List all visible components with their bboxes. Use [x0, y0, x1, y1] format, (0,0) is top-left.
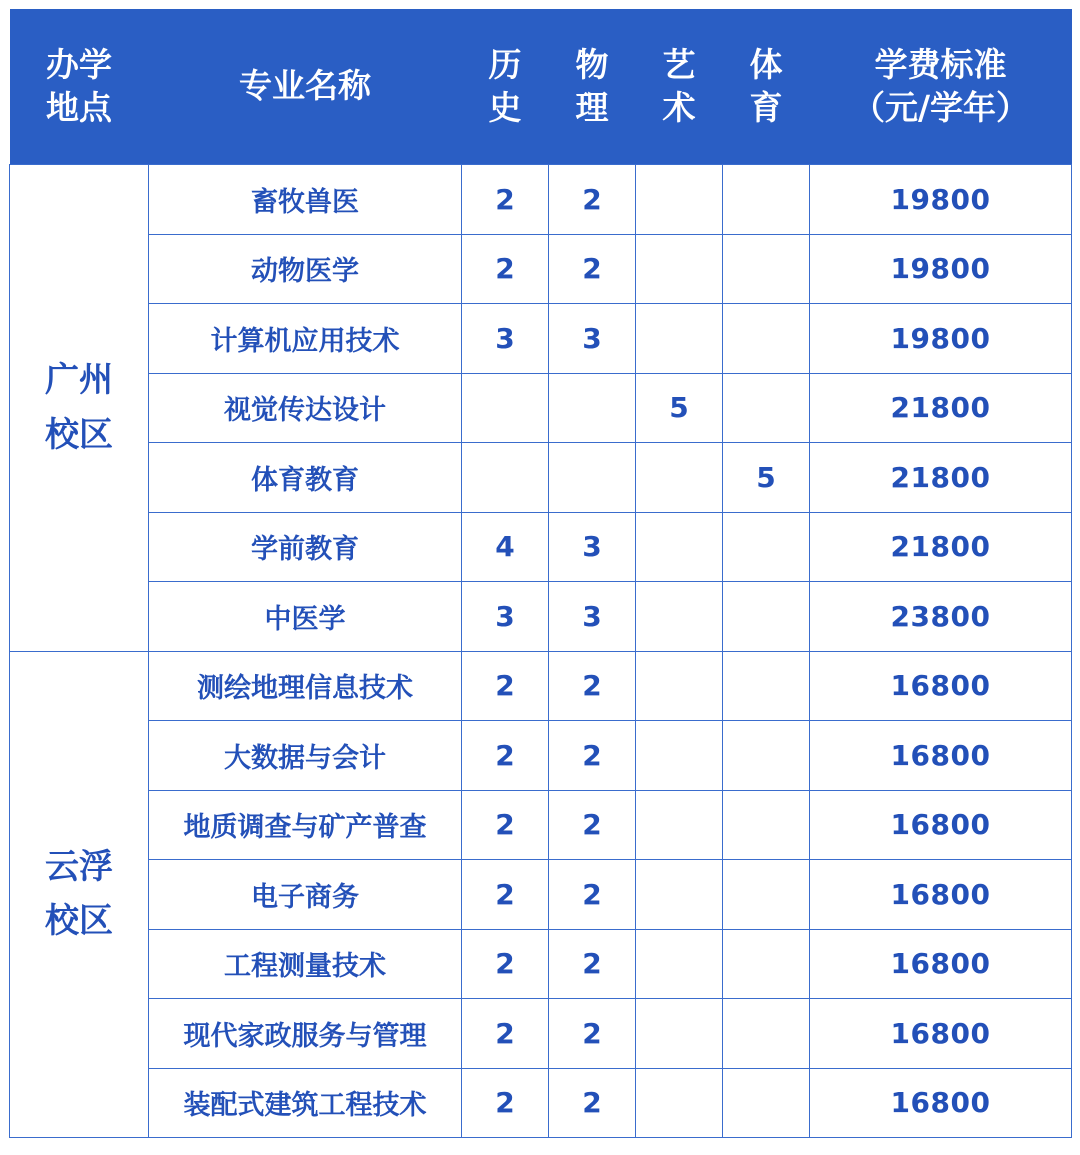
header-row: [10, 9, 1072, 165]
sports-cell: [723, 373, 810, 443]
major-cell: 学前教育: [149, 512, 462, 582]
sports-cell: [723, 721, 810, 791]
major-cell: 现代家政服务与管理: [149, 999, 462, 1069]
history-cell: 2: [462, 165, 549, 235]
art-cell: [636, 1068, 723, 1138]
table-row: [10, 651, 1072, 721]
physics-cell: 3: [549, 512, 636, 582]
major-cell: 视觉传达设计: [149, 373, 462, 443]
physics-cell: 2: [549, 1068, 636, 1138]
tuition-table: [9, 9, 1072, 1138]
campus-name-line: 校区: [45, 901, 113, 942]
major-cell: 畜牧兽医: [149, 165, 462, 235]
art-cell: [636, 860, 723, 930]
physics-cell: 2: [549, 860, 636, 930]
header-physics: 物 理: [549, 9, 636, 165]
table-row: [10, 373, 1072, 443]
history-cell: 3: [462, 582, 549, 652]
fee-cell: 16800: [810, 721, 1072, 791]
fee-cell: 23800: [810, 582, 1072, 652]
table-row: [10, 929, 1072, 999]
table-row: [10, 1068, 1072, 1138]
physics-cell: [549, 373, 636, 443]
physics-cell: 2: [549, 165, 636, 235]
major-cell: 动物医学: [149, 234, 462, 304]
physics-cell: 2: [549, 790, 636, 860]
major-cell: 工程测量技术: [149, 929, 462, 999]
history-cell: 2: [462, 651, 549, 721]
physics-cell: 2: [549, 721, 636, 791]
physics-cell: 3: [549, 582, 636, 652]
header-sports: 体 育: [723, 9, 810, 165]
history-cell: [462, 373, 549, 443]
sports-cell: [723, 1068, 810, 1138]
art-cell: [636, 999, 723, 1069]
fee-cell: 19800: [810, 304, 1072, 374]
physics-cell: 2: [549, 929, 636, 999]
campus-cell: [10, 165, 149, 652]
art-cell: [636, 165, 723, 235]
art-cell: [636, 443, 723, 513]
fee-cell: 16800: [810, 860, 1072, 930]
table-body: [10, 165, 1072, 1138]
art-cell: [636, 512, 723, 582]
sports-cell: [723, 860, 810, 930]
major-cell: 电子商务: [149, 860, 462, 930]
table-row: [10, 304, 1072, 374]
major-cell: 装配式建筑工程技术: [149, 1068, 462, 1138]
fee-cell: 16800: [810, 1068, 1072, 1138]
fee-cell: 21800: [810, 512, 1072, 582]
header-location: 办学 地点: [10, 9, 149, 165]
physics-cell: [549, 443, 636, 513]
physics-cell: 2: [549, 999, 636, 1069]
fee-cell: 16800: [810, 651, 1072, 721]
sports-cell: [723, 651, 810, 721]
art-cell: [636, 721, 723, 791]
art-cell: [636, 582, 723, 652]
art-cell: 5: [636, 373, 723, 443]
table-row: [10, 582, 1072, 652]
history-cell: 3: [462, 304, 549, 374]
header-fee: 学费标准 （元/学年）: [810, 9, 1072, 165]
table-row: [10, 443, 1072, 513]
sports-cell: [723, 929, 810, 999]
sports-cell: [723, 999, 810, 1069]
major-cell: 测绘地理信息技术: [149, 651, 462, 721]
history-cell: 2: [462, 790, 549, 860]
fee-cell: 16800: [810, 999, 1072, 1069]
fee-cell: 21800: [810, 443, 1072, 513]
sports-cell: 5: [723, 443, 810, 513]
campus-name-line: 云浮: [45, 846, 113, 887]
art-cell: [636, 234, 723, 304]
history-cell: 2: [462, 929, 549, 999]
header-history: 历 史: [462, 9, 549, 165]
table-row: [10, 860, 1072, 930]
sports-cell: [723, 582, 810, 652]
fee-cell: 21800: [810, 373, 1072, 443]
sports-cell: [723, 234, 810, 304]
history-cell: 2: [462, 1068, 549, 1138]
history-cell: 2: [462, 721, 549, 791]
major-cell: 中医学: [149, 582, 462, 652]
header-major: 专业名称: [149, 9, 462, 165]
physics-cell: 2: [549, 651, 636, 721]
table-row: [10, 790, 1072, 860]
sports-cell: [723, 512, 810, 582]
header-art: 艺 术: [636, 9, 723, 165]
major-cell: 地质调查与矿产普查: [149, 790, 462, 860]
sports-cell: [723, 790, 810, 860]
table-row: [10, 165, 1072, 235]
campus-cell: [10, 651, 149, 1138]
sports-cell: [723, 165, 810, 235]
table-row: [10, 999, 1072, 1069]
physics-cell: 3: [549, 304, 636, 374]
history-cell: 2: [462, 860, 549, 930]
art-cell: [636, 651, 723, 721]
art-cell: [636, 304, 723, 374]
fee-cell: 19800: [810, 234, 1072, 304]
history-cell: 2: [462, 999, 549, 1069]
sports-cell: [723, 304, 810, 374]
history-cell: 2: [462, 234, 549, 304]
fee-cell: 16800: [810, 790, 1072, 860]
table-row: [10, 721, 1072, 791]
table-row: [10, 512, 1072, 582]
table-row: [10, 234, 1072, 304]
campus-name-line: 校区: [45, 414, 113, 455]
major-cell: 大数据与会计: [149, 721, 462, 791]
campus-name-line: 广州: [45, 360, 113, 401]
major-cell: 体育教育: [149, 443, 462, 513]
major-cell: 计算机应用技术: [149, 304, 462, 374]
fee-cell: 19800: [810, 165, 1072, 235]
art-cell: [636, 790, 723, 860]
physics-cell: 2: [549, 234, 636, 304]
fee-cell: 16800: [810, 929, 1072, 999]
history-cell: 4: [462, 512, 549, 582]
history-cell: [462, 443, 549, 513]
art-cell: [636, 929, 723, 999]
